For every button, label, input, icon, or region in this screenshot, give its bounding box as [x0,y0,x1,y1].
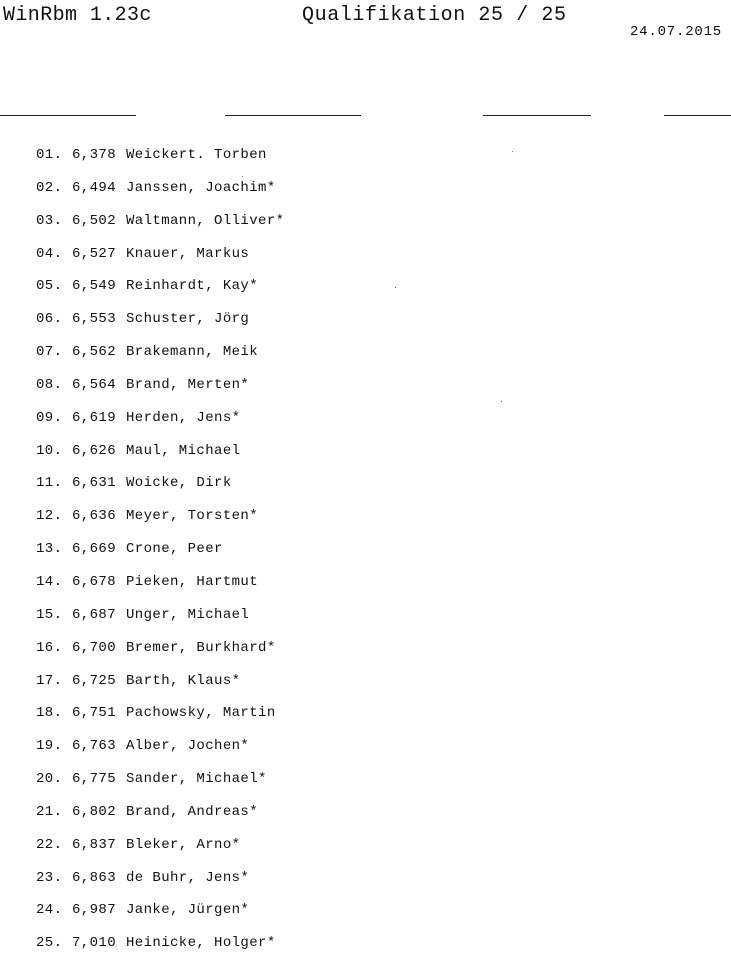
driver-name: Waltmann, Olliver* [126,212,285,229]
driver-name: Brand, Merten* [126,376,250,393]
result-row [36,277,284,310]
result-row [36,540,284,573]
lap-time: 6,863 [72,869,117,886]
result-row [36,606,284,639]
driver-name: Unger, Michael [126,606,250,623]
result-row [36,146,284,179]
rank: 01. [36,147,63,163]
qualification-results [36,146,284,967]
result-row [36,474,284,507]
driver-name: Janke, Jürgen* [126,902,250,919]
rank: 16. [36,639,63,656]
lap-time: 6,700 [72,639,117,656]
rank: 17. [36,672,63,689]
rank: 04. [36,245,63,262]
driver-name: Herden, Jens* [126,409,241,426]
driver-name: de Buhr, Jens* [126,869,250,886]
driver-name: Knauer, Markus [126,245,250,262]
lap-time: 6,378 [72,147,117,163]
header-divider-3 [483,115,591,116]
driver-name: Bleker, Arno* [126,836,241,853]
driver-name: Alber, Jochen* [126,738,250,755]
lap-time: 6,494 [72,179,117,196]
rank: 15. [36,606,63,623]
rank: 05. [36,278,63,295]
rank: 24. [36,902,63,919]
header-divider-4 [664,115,731,116]
result-row [36,934,284,967]
result-row [36,376,284,409]
driver-name: Barth, Klaus* [126,672,241,689]
rank: 08. [36,376,63,393]
header-divider-2 [225,115,361,116]
scan-speck [501,401,502,402]
result-row [36,672,284,705]
rank: 21. [36,803,63,820]
result-row [36,803,284,836]
lap-time: 6,502 [72,212,117,229]
rank: 19. [36,738,63,755]
driver-name: Woicke, Dirk [126,475,232,492]
driver-name: Pieken, Hartmut [126,573,259,590]
result-row [36,573,284,606]
driver-name: Janssen, Joachim* [126,179,276,196]
result-row [36,639,284,672]
driver-name: Meyer, Torsten* [126,508,259,525]
lap-time: 6,802 [72,803,117,820]
rank: 13. [36,541,63,558]
result-row [36,507,284,540]
lap-time: 6,626 [72,442,117,459]
driver-name: Schuster, Jörg [126,311,250,328]
rank: 12. [36,508,63,525]
rank: 11. [36,475,63,492]
print-date: 24.07.2015 [629,24,722,40]
rank: 25. [36,935,63,952]
rank: 03. [36,212,63,229]
result-row [36,212,284,245]
driver-name: Maul, Michael [126,442,241,459]
result-row [36,310,284,343]
result-row [36,770,284,803]
rank: 07. [36,344,63,361]
rank: 20. [36,771,63,788]
driver-name: Reinhardt, Kay* [126,278,259,295]
lap-time: 6,553 [72,311,117,328]
lap-time: 6,775 [72,771,117,788]
rank: 10. [36,442,63,459]
result-row [36,442,284,475]
lap-time: 6,751 [72,705,117,722]
driver-name: Weickert. Torben [126,147,267,163]
driver-name: Brakemann, Meik [126,344,259,361]
page-title: Qualifikation 25 / 25 [302,4,567,27]
app-version: WinRbm 1.23c [3,4,152,27]
lap-time: 6,564 [72,376,117,393]
rank: 22. [36,836,63,853]
result-row [36,179,284,212]
driver-name: Sander, Michael* [126,771,267,788]
result-row [36,901,284,934]
scan-speck [512,151,513,152]
result-row [36,737,284,770]
lap-time: 6,562 [72,344,117,361]
rank: 02. [36,179,63,196]
lap-time: 6,619 [72,409,117,426]
lap-time: 7,010 [72,935,117,952]
rank: 09. [36,409,63,426]
lap-time: 6,687 [72,606,117,623]
lap-time: 6,669 [72,541,117,558]
scan-speck [395,287,396,288]
lap-time: 6,636 [72,508,117,525]
header-divider-1 [0,115,136,116]
lap-time: 6,837 [72,836,117,853]
result-row [36,869,284,902]
rank: 06. [36,311,63,328]
driver-name: Bremer, Burkhard* [126,639,276,656]
result-row [36,343,284,376]
rank: 18. [36,705,63,722]
lap-time: 6,631 [72,475,117,492]
result-row [36,704,284,737]
lap-time: 6,527 [72,245,117,262]
lap-time: 6,763 [72,738,117,755]
driver-name: Heinicke, Holger* [126,935,276,952]
driver-name: Crone, Peer [126,541,223,558]
driver-name: Pachowsky, Martin [126,705,276,722]
rank: 14. [36,573,63,590]
rank: 23. [36,869,63,886]
lap-time: 6,678 [72,573,117,590]
lap-time: 6,987 [72,902,117,919]
result-row [36,836,284,869]
driver-name: Brand, Andreas* [126,803,259,820]
result-row [36,245,284,278]
lap-time: 6,725 [72,672,117,689]
result-row [36,409,284,442]
lap-time: 6,549 [72,278,117,295]
